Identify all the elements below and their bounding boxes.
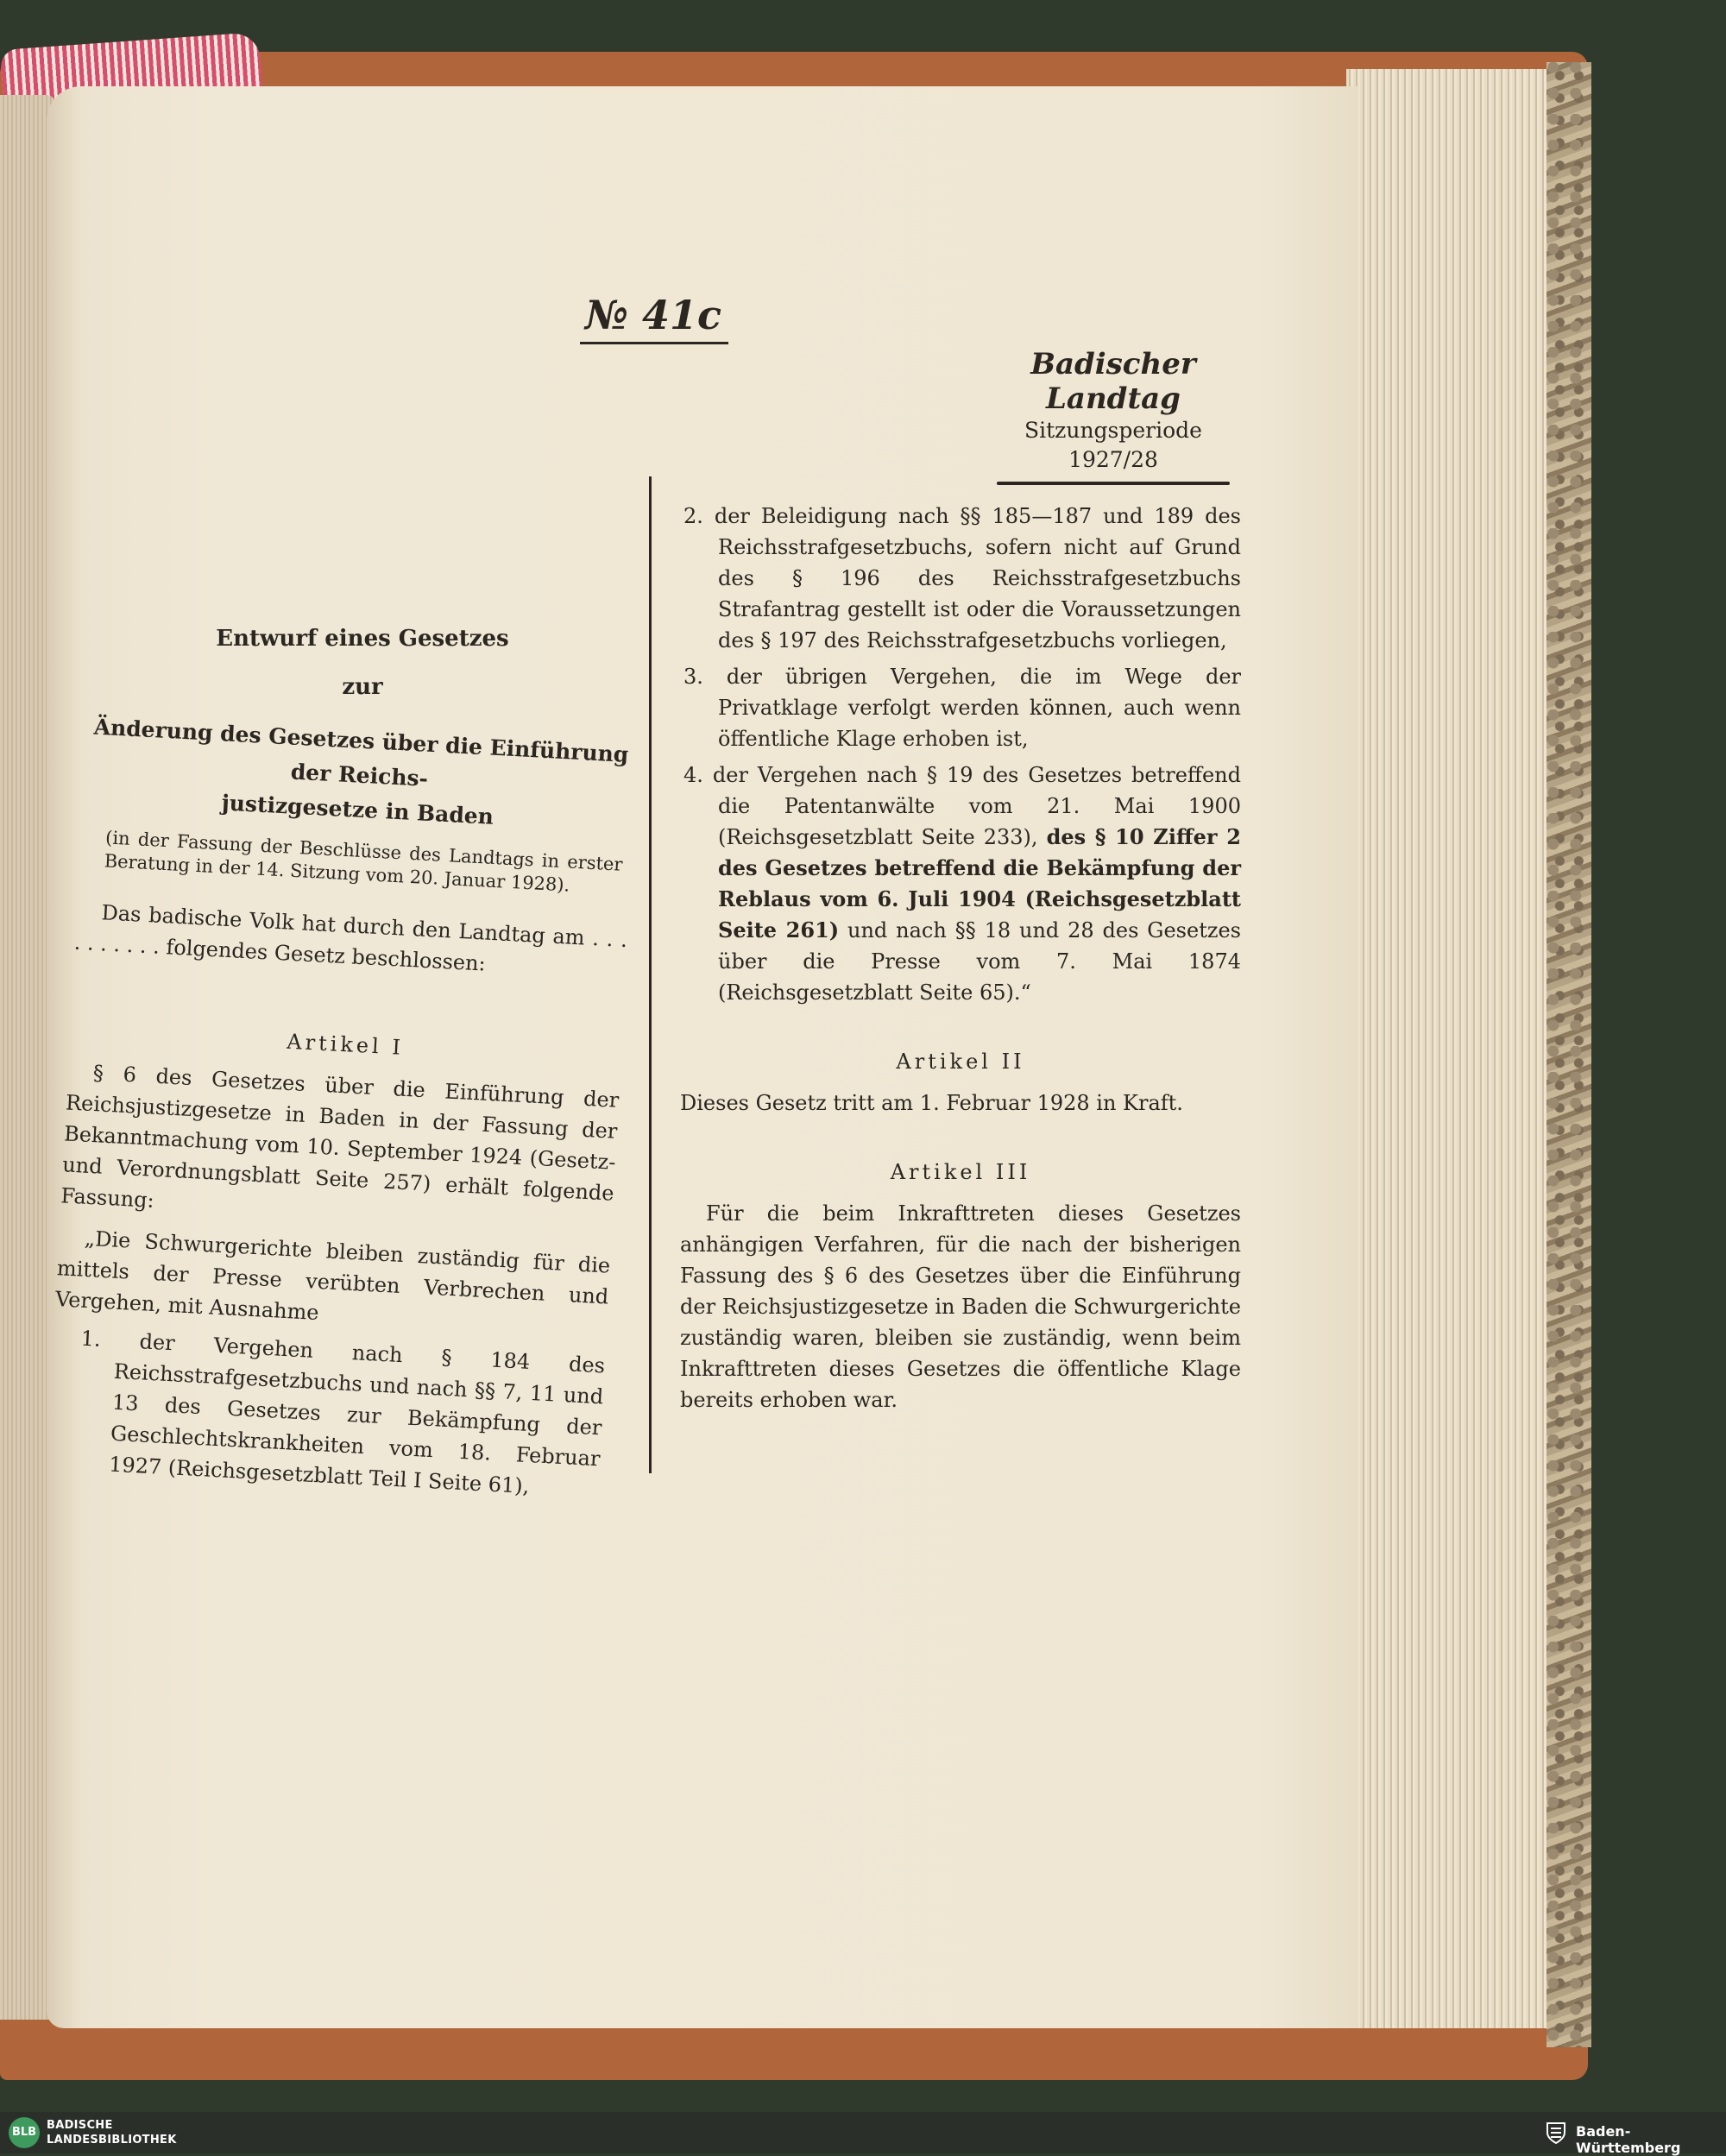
- landtag-title: Badischer Landtag: [1030, 347, 1196, 416]
- law-title-subject-2: justizgesetze in Baden: [221, 790, 494, 829]
- left-column: [54, 621, 639, 1499]
- intro-paragraph: Das badische Volk hat durch den Landtag am . . . . . . . . . . folgendes Gesetz beschlossen:: [73, 900, 628, 976]
- list-item-1: 1. der Vergehen nach § 184 des Reichsstrafgesetzbuchs und nach §§ 7, 11 und 13 des Gesetzes zur Bekämpfung der Geschlechtskrankheiten vom 18. Februar 1927 (Reichsgesetzblatt Teil I Seite 61),: [80, 1326, 606, 1499]
- state-name[interactable]: Baden-Württemberg: [1576, 2123, 1681, 2156]
- artikel-1-heading: Artikel I: [286, 1029, 405, 1060]
- artikel-3-paragraph: Für die beim Inkrafttreten dieses Gesetzes anhängigen Verfahren, für die nach der bisherigen Fassung des § 6 des Gesetzes über die Einführung der Reichsjustizgesetze in Baden die Schwurgerichte zuständig waren, bleiben sie zuständig, wenn beim Inkrafttreten dieses Gesetzes die öffentliche Klage bereits erhoben war.: [680, 1201, 1241, 1412]
- list-item-3: 3. der übrigen Vergehen, die im Wege der Privatklage verfolgt werden können, auch wenn öffentliche Klage erhoben ist,: [683, 665, 1241, 751]
- document-number: № 41c: [580, 292, 728, 344]
- landtag-year: 1927/28: [1068, 447, 1158, 472]
- right-column: [680, 501, 1241, 1415]
- library-name-line2: LANDESBIBLIOTHEK: [47, 2134, 177, 2147]
- fassung-note: (in der Fassung der Beschlüsse des Landtags in erster Beratung in der 14. Sitzung vom 20. Januar 1928).: [104, 827, 624, 896]
- landtag-header: [975, 347, 1251, 485]
- list-item-4-bold: des § 10 Ziffer 2 des Gesetzes betreffend die Bekämpfung der Reblaus vom 6. Juli 1904 (Reichsgesetzblatt Seite 261): [718, 824, 1241, 942]
- list-item-4-text-end: und nach §§ 18 und 28 des Gesetzes über die Presse vom 7. Mai 1874 (Reichsgesetzblatt Seite 65).“: [718, 918, 1241, 1005]
- list-item-4-text: 4. der Vergehen nach § 19 des Gesetzes betreffend die Patentanwälte vom 21. Mai 1900 (Reichsgesetzblatt Seite 233),: [683, 763, 1241, 849]
- quote-paragraph: „Die Schwurgerichte bleiben zuständig für die mittels der Presse verübten Verbrechen und Vergehen, mit Ausnahme: [54, 1226, 611, 1326]
- list-item-2: 2. der Beleidigung nach §§ 185—187 und 189 des Reichsstrafgesetzbuchs, sofern nicht auf Grund des § 196 des Reichsstrafgesetzbuchs Strafantrag gestellt ist oder die Voraussetzungen des § 197 des Reichsstrafgesetzbuchs vorliegen,: [683, 504, 1241, 652]
- artikel-1-paragraph: § 6 des Gesetzes über die Einführung der Reichsjustizgesetze in Baden in der Fassung der Bekanntmachung vom 10. September 1924 (Gesetz- und Verordnungsblatt Seite 257) erhält folgende Fassung:: [60, 1061, 620, 1213]
- library-name[interactable]: [47, 2118, 177, 2147]
- artikel-2-paragraph: Dieses Gesetz tritt am 1. Februar 1928 in Kraft.: [680, 1091, 1183, 1115]
- artikel-2-heading: Artikel II: [896, 1050, 1025, 1074]
- column-divider: [649, 476, 652, 1473]
- landtag-session: Sitzungsperiode: [1024, 418, 1202, 443]
- landtag-rule: [997, 482, 1230, 485]
- page-fore-edge: [1346, 69, 1546, 2028]
- list-item-4: [680, 760, 1241, 1008]
- artikel-3-heading: Artikel III: [890, 1160, 1031, 1184]
- law-title-subject: Änderung des Gesetzes über die Einführung der Reichs-: [93, 714, 630, 791]
- marbled-edge: [1546, 62, 1591, 2047]
- coat-of-arms-icon[interactable]: [1545, 2121, 1567, 2145]
- library-name-line1: BADISCHE: [47, 2119, 113, 2132]
- blb-logo-icon[interactable]: BLB: [9, 2117, 40, 2148]
- law-title-zur: zur: [342, 674, 383, 700]
- footer-bar: [0, 2112, 1726, 2156]
- law-title-block: [46, 709, 638, 1505]
- law-title: Entwurf eines Gesetzes: [216, 626, 509, 652]
